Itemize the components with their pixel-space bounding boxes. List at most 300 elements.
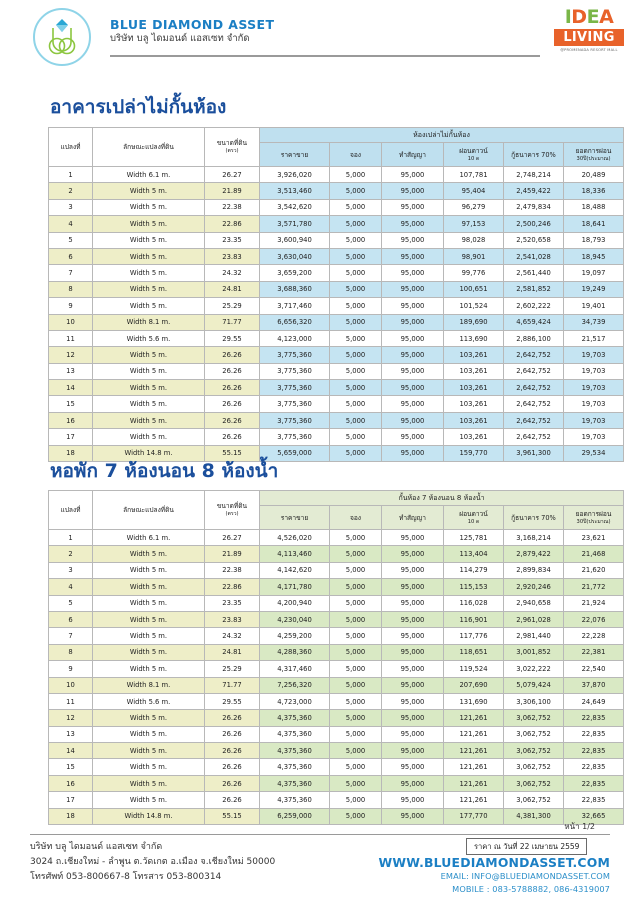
cell-plot-desc: Width 5 m. [93,595,205,611]
table-row [49,380,624,396]
cell-value-7: 2,602,222 [504,298,564,314]
cell-plot-size: 24.81 [205,281,260,297]
cell-value-6: 98,901 [444,248,504,264]
cell-plot-desc: Width 5 m. [93,661,205,677]
cell-plot-size: 26.26 [205,743,260,759]
table-row [49,546,624,562]
cell-value-8: 32,665 [564,808,624,824]
column-header-sublabel: 30ปี(ประมาณ) [576,155,611,162]
cell-plot-no: 4 [49,216,93,232]
column-header-sublabel: (ตรว) [225,511,239,517]
cell-value-4: 5,000 [330,216,382,232]
cell-plot-no: 6 [49,248,93,264]
th-plot-size-2 [205,491,260,530]
cell-plot-desc: Width 5 m. [93,412,205,428]
table-2-group-header-row [49,491,624,506]
cell-plot-size: 55.15 [205,445,260,461]
cell-value-8: 22,381 [564,644,624,660]
cell-plot-no: 1 [49,530,93,546]
cell-plot-no: 11 [49,693,93,709]
table-row [49,808,624,824]
cell-plot-no: 18 [49,808,93,824]
cell-value-7: 2,642,752 [504,347,564,363]
cell-value-6: 159,770 [444,445,504,461]
cell-value-8: 21,772 [564,579,624,595]
cell-value-8: 19,703 [564,347,624,363]
cell-value-6: 121,261 [444,710,504,726]
cell-plot-size: 29.55 [205,330,260,346]
cell-value-7: 2,561,440 [504,265,564,281]
table-row [49,562,624,578]
cell-value-3: 3,775,360 [260,412,330,428]
cell-value-4: 5,000 [330,579,382,595]
cell-value-8: 23,621 [564,530,624,546]
cell-value-8: 22,835 [564,792,624,808]
cell-value-5: 95,000 [382,677,444,693]
cell-value-4: 5,000 [330,743,382,759]
cell-plot-desc: Width 5 m. [93,363,205,379]
column-header-7 [504,143,564,167]
cell-value-6: 177,770 [444,808,504,824]
cell-plot-desc: Width 5 m. [93,298,205,314]
cell-value-4: 5,000 [330,232,382,248]
cell-value-8: 22,835 [564,726,624,742]
cell-plot-size: 21.89 [205,183,260,199]
table-row [49,792,624,808]
column-header-8 [564,143,624,167]
cell-plot-no: 15 [49,396,93,412]
cell-value-8: 18,336 [564,183,624,199]
cell-value-7: 3,062,752 [504,775,564,791]
cell-value-3: 4,375,360 [260,710,330,726]
cell-value-6: 207,690 [444,677,504,693]
idea-letter-a: A [599,6,614,28]
cell-value-5: 95,000 [382,579,444,595]
cell-value-3: 4,317,460 [260,661,330,677]
cell-value-3: 4,142,620 [260,562,330,578]
cell-plot-no: 17 [49,429,93,445]
cell-plot-desc: Width 5 m. [93,792,205,808]
cell-value-4: 5,000 [330,792,382,808]
cell-plot-size: 25.29 [205,298,260,314]
cell-value-3: 4,288,360 [260,644,330,660]
cell-plot-size: 29.55 [205,693,260,709]
header-divider [110,55,540,57]
cell-value-4: 5,000 [330,595,382,611]
cell-value-4: 5,000 [330,396,382,412]
cell-value-3: 3,600,940 [260,232,330,248]
cell-value-6: 125,781 [444,530,504,546]
cell-value-5: 95,000 [382,347,444,363]
cell-plot-no: 17 [49,792,93,808]
column-header-label: จอง [349,513,362,522]
cell-value-3: 3,630,040 [260,248,330,264]
table-row [49,743,624,759]
cell-plot-desc: Width 5 m. [93,347,205,363]
column-header-7 [504,506,564,530]
cell-value-5: 95,000 [382,232,444,248]
cell-value-3: 6,259,000 [260,808,330,824]
footer-website[interactable]: WWW.BLUEDIAMONDASSET.COM [378,855,610,870]
table-row [49,183,624,199]
cell-plot-desc: Width 5 m. [93,710,205,726]
cell-value-5: 95,000 [382,595,444,611]
footer-address: 3024 ถ.เชียงใหม่ - ลำพูน ต.วัดเกต อ.เมือง จ.เชียงใหม่ 50000 [30,857,276,867]
cell-plot-no: 3 [49,562,93,578]
cell-value-7: 4,381,300 [504,808,564,824]
cell-plot-desc: Width 5 m. [93,396,205,412]
cell-plot-size: 71.77 [205,314,260,330]
cell-value-8: 19,703 [564,429,624,445]
cell-value-4: 5,000 [330,808,382,824]
cell-plot-desc: Width 14.8 m. [93,445,205,461]
cell-plot-size: 26.26 [205,363,260,379]
column-header-label: ลักษณะแปลงที่ดิน [123,506,174,514]
column-header-sublabel: 30ปี(ประมาณ) [576,518,611,525]
cell-value-4: 5,000 [330,644,382,660]
table-row [49,248,624,264]
table-1-group-header: ห้องเปล่าไม่กั้นห้อง [260,128,624,143]
cell-plot-no: 12 [49,710,93,726]
cell-value-6: 96,279 [444,199,504,215]
table-row [49,216,624,232]
table-row [49,412,624,428]
cell-plot-no: 12 [49,347,93,363]
cell-plot-desc: Width 6.1 m. [93,530,205,546]
cell-value-6: 103,261 [444,347,504,363]
cell-value-7: 2,642,752 [504,429,564,445]
column-header-label: ทำสัญญา [398,150,426,159]
cell-value-3: 4,171,780 [260,579,330,595]
cell-value-3: 4,375,360 [260,775,330,791]
cell-plot-desc: Width 5 m. [93,759,205,775]
cell-value-3: 4,113,460 [260,546,330,562]
column-header-sublabel: 10 ด [467,155,480,162]
footer-contact-block [378,855,610,896]
cell-value-5: 95,000 [382,693,444,709]
cell-value-3: 7,256,320 [260,677,330,693]
cell-plot-size: 22.86 [205,216,260,232]
idea-sub-label: @PROMENADA RESORT MALL [560,48,618,52]
cell-value-3: 3,775,360 [260,429,330,445]
cell-value-8: 34,739 [564,314,624,330]
table-2-body [49,530,624,825]
idea-letter-i: I [564,6,572,28]
cell-plot-desc: Width 5 m. [93,562,205,578]
cell-plot-no: 3 [49,199,93,215]
section-title-1: อาคารเปล่าไม่กั้นห้อง [50,96,227,118]
cell-value-6: 103,261 [444,412,504,428]
cell-value-6: 95,404 [444,183,504,199]
cell-value-5: 95,000 [382,363,444,379]
cell-value-3: 4,375,360 [260,726,330,742]
cell-value-6: 119,524 [444,661,504,677]
cell-plot-size: 26.26 [205,710,260,726]
table-row [49,363,624,379]
cell-value-4: 5,000 [330,726,382,742]
cell-value-3: 3,513,460 [260,183,330,199]
cell-value-5: 95,000 [382,562,444,578]
cell-value-3: 3,775,360 [260,363,330,379]
table-2-group-header: กั้นห้อง 7 ห้องนอน 8 ห้องน้ำ [260,491,624,506]
cell-value-6: 101,524 [444,298,504,314]
cell-value-4: 5,000 [330,429,382,445]
column-header-sublabel: 10 ด [467,518,480,525]
cell-value-3: 3,926,020 [260,167,330,183]
cell-value-5: 95,000 [382,792,444,808]
cell-value-4: 5,000 [330,611,382,627]
cell-value-8: 22,835 [564,743,624,759]
cell-value-5: 95,000 [382,530,444,546]
cell-value-8: 19,703 [564,412,624,428]
cell-plot-desc: Width 5 m. [93,743,205,759]
cell-value-7: 3,001,852 [504,644,564,660]
cell-value-4: 5,000 [330,380,382,396]
cell-value-4: 5,000 [330,363,382,379]
cell-plot-size: 21.89 [205,546,260,562]
cell-value-5: 95,000 [382,808,444,824]
th-plot-desc-2 [93,491,205,530]
th-plot-no [49,128,93,167]
table-1-head [49,128,624,167]
footer-email[interactable]: EMAIL: INFO@BLUEDIAMONDASSET.COM [440,871,610,881]
cell-value-5: 95,000 [382,412,444,428]
cell-plot-size: 26.26 [205,792,260,808]
cell-value-6: 189,690 [444,314,504,330]
cell-value-4: 5,000 [330,677,382,693]
cell-value-7: 2,748,214 [504,167,564,183]
cell-value-6: 98,028 [444,232,504,248]
cell-plot-desc: Width 5 m. [93,429,205,445]
cell-plot-size: 24.32 [205,628,260,644]
cell-value-8: 18,488 [564,199,624,215]
cell-value-6: 103,261 [444,429,504,445]
cell-value-7: 2,642,752 [504,363,564,379]
cell-value-5: 95,000 [382,265,444,281]
cell-plot-no: 18 [49,445,93,461]
cell-value-7: 2,541,028 [504,248,564,264]
cell-value-5: 95,000 [382,710,444,726]
cell-value-4: 5,000 [330,546,382,562]
cell-plot-size: 26.26 [205,726,260,742]
cell-value-3: 3,717,460 [260,298,330,314]
table-row [49,710,624,726]
cell-plot-size: 26.26 [205,429,260,445]
cell-value-8: 22,540 [564,661,624,677]
cell-value-5: 95,000 [382,380,444,396]
table-row [49,661,624,677]
cell-value-4: 5,000 [330,314,382,330]
th-plot-desc [93,128,205,167]
cell-value-8: 18,641 [564,216,624,232]
cell-value-6: 121,261 [444,792,504,808]
column-header-label: กู้ธนาคาร 70% [511,150,556,159]
cell-value-3: 3,775,360 [260,396,330,412]
cell-plot-desc: Width 5 m. [93,232,205,248]
cell-value-8: 24,649 [564,693,624,709]
cell-value-4: 5,000 [330,298,382,314]
cell-value-3: 4,526,020 [260,530,330,546]
cell-plot-no: 5 [49,232,93,248]
cell-value-7: 3,062,752 [504,759,564,775]
cell-value-7: 2,459,422 [504,183,564,199]
cell-value-8: 22,835 [564,775,624,791]
cell-plot-no: 8 [49,644,93,660]
cell-value-8: 21,620 [564,562,624,578]
cell-value-5: 95,000 [382,298,444,314]
cell-plot-desc: Width 5 m. [93,611,205,627]
cell-plot-desc: Width 5.6 m. [93,693,205,709]
idea-living-logo [554,8,624,60]
cell-value-5: 95,000 [382,330,444,346]
cell-value-7: 3,062,752 [504,726,564,742]
cell-value-6: 115,153 [444,579,504,595]
table-row [49,775,624,791]
cell-value-7: 3,062,752 [504,792,564,808]
cell-value-8: 22,228 [564,628,624,644]
cell-value-5: 95,000 [382,216,444,232]
footer-mobile: MOBILE : 083-5788882, 086-4319007 [452,884,610,894]
column-header-6 [444,143,504,167]
cell-value-6: 121,261 [444,775,504,791]
column-header-label: ราคาขาย [280,513,309,522]
cell-plot-size: 25.29 [205,661,260,677]
cell-value-8: 37,870 [564,677,624,693]
cell-plot-desc: Width 5.6 m. [93,330,205,346]
cell-value-6: 97,153 [444,216,504,232]
cell-plot-desc: Width 5 m. [93,199,205,215]
cell-plot-no: 16 [49,775,93,791]
cell-plot-desc: Width 5 m. [93,183,205,199]
cell-plot-no: 6 [49,611,93,627]
price-table-2 [48,490,624,825]
cell-plot-size: 55.15 [205,808,260,824]
brand-name-en: BLUE DIAMOND ASSET [110,17,275,32]
cell-plot-size: 26.26 [205,347,260,363]
column-header-label: ลักษณะแปลงที่ดิน [123,143,174,151]
cell-value-6: 121,261 [444,743,504,759]
blue-diamond-logo-icon [33,8,91,66]
cell-value-6: 100,651 [444,281,504,297]
brand-block [110,18,274,45]
cell-plot-size: 71.77 [205,677,260,693]
living-wordmark: LIVING [554,29,624,46]
cell-value-8: 21,468 [564,546,624,562]
table-row [49,429,624,445]
cell-plot-no: 14 [49,380,93,396]
cell-plot-desc: Width 5 m. [93,644,205,660]
cell-value-4: 5,000 [330,693,382,709]
price-table-1-wrapper [48,127,612,462]
cell-value-8: 18,793 [564,232,624,248]
column-header-label: กู้ธนาคาร 70% [511,513,556,522]
cell-value-6: 121,261 [444,759,504,775]
column-header-label: จอง [349,150,362,159]
cell-value-8: 19,249 [564,281,624,297]
th-plot-no-2 [49,491,93,530]
cell-plot-size: 22.86 [205,579,260,595]
cell-value-5: 95,000 [382,726,444,742]
cell-plot-desc: Width 14.8 m. [93,808,205,824]
table-row [49,677,624,693]
cell-value-5: 95,000 [382,611,444,627]
cell-value-7: 2,581,852 [504,281,564,297]
cell-value-8: 22,076 [564,611,624,627]
cell-value-8: 19,703 [564,380,624,396]
table-row [49,281,624,297]
cell-value-8: 22,835 [564,759,624,775]
brand-name-th: บริษัท บลู ไดมอนด์ แอสเซท จำกัด [110,33,250,44]
column-header-3 [260,143,330,167]
cell-plot-desc: Width 5 m. [93,775,205,791]
column-header-3 [260,506,330,530]
column-header-label: ผ่อนดาวน์ [459,146,488,155]
cell-plot-no: 1 [49,167,93,183]
table-row [49,595,624,611]
price-table-2-wrapper [48,490,612,825]
table-1-body [49,167,624,462]
footer-phone: โทรศัพท์ 053-800667-8 โทรสาร 053-800314 [30,872,222,882]
cell-value-5: 95,000 [382,546,444,562]
table-row [49,726,624,742]
cell-value-5: 95,000 [382,445,444,461]
cell-value-3: 4,200,940 [260,595,330,611]
cell-plot-desc: Width 5 m. [93,248,205,264]
cell-plot-no: 14 [49,743,93,759]
cell-plot-size: 26.26 [205,412,260,428]
cell-value-4: 5,000 [330,445,382,461]
cell-value-5: 95,000 [382,248,444,264]
table-1-group-header-row [49,128,624,143]
cell-plot-no: 11 [49,330,93,346]
cell-value-4: 5,000 [330,562,382,578]
cell-value-5: 95,000 [382,183,444,199]
cell-plot-size: 26.27 [205,530,260,546]
cell-plot-no: 7 [49,265,93,281]
table-2-head [49,491,624,530]
column-header-5 [382,506,444,530]
cell-value-3: 3,688,360 [260,281,330,297]
table-row [49,693,624,709]
cell-value-5: 95,000 [382,281,444,297]
column-header-label: ขนาดที่ดิน [216,139,248,147]
cell-value-8: 18,945 [564,248,624,264]
cell-plot-no: 13 [49,726,93,742]
table-row [49,628,624,644]
th-plot-size [205,128,260,167]
cell-plot-no: 13 [49,363,93,379]
cell-value-6: 103,261 [444,380,504,396]
cell-value-5: 95,000 [382,628,444,644]
cell-plot-size: 26.26 [205,396,260,412]
column-header-6 [444,506,504,530]
cell-plot-desc: Width 5 m. [93,628,205,644]
cell-value-5: 95,000 [382,775,444,791]
cell-plot-size: 23.35 [205,232,260,248]
table-row [49,167,624,183]
table-row [49,330,624,346]
cell-plot-desc: Width 5 m. [93,579,205,595]
cell-plot-desc: Width 5 m. [93,281,205,297]
cell-value-8: 19,401 [564,298,624,314]
column-header-label: ยอดการผ่อน [575,146,612,155]
cell-value-5: 95,000 [382,314,444,330]
cell-value-8: 19,097 [564,265,624,281]
cell-value-7: 2,920,246 [504,579,564,595]
price-table-1 [48,127,624,462]
cell-plot-desc: Width 8.1 m. [93,677,205,693]
column-header-4 [330,506,382,530]
